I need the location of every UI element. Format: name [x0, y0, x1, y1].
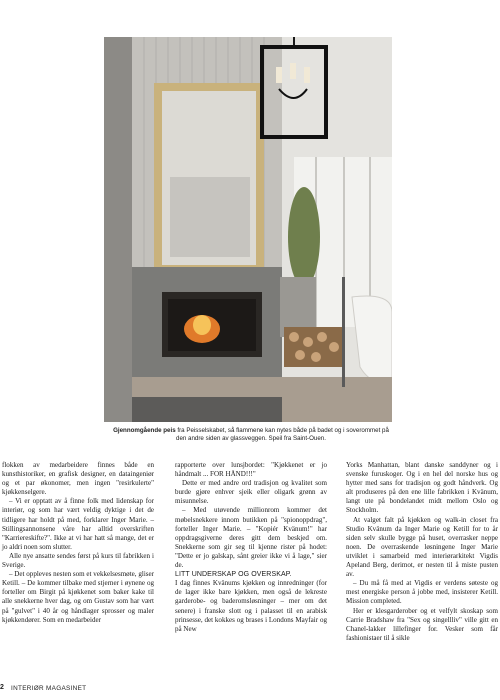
paragraph: – Det oppleves nesten som et vekkelsesmøte, gliser Ketill. – De kommer tilbake med stjerner i øynene og forteller om Birgit på kjøkkenet som baker kake til alle snekkerne hver dag, og om Gustav som har vært på "gulvet" i 40 år og håndlager sprosser og maler kjøkkendører. Som en medarbeider: [2, 570, 154, 624]
caption-bold-lead: Gjennomgående peis: [113, 427, 176, 434]
paragraph: Her er klesgarderober og et velfylt skoskap som Carrie Bradshaw fra "Sex og singellliv" ville gitt en Chanel-lakker lillefinger for. Vesker som får fashionistaer til å sikle: [346, 606, 498, 642]
magazine-name: INTERIØR MAGASINET: [11, 685, 87, 692]
paragraph: rapporterte over lunsjbordet: "Kjøkkenet er jo håndmalt ... FOR HÅND!!!": [175, 461, 327, 479]
paragraph: Dette er med andre ord tradisjon og kvalitet som burde gjøre enhver sjeik eller oligark grønn av misunnelse.: [175, 479, 327, 506]
page-footer: [0, 681, 500, 697]
paragraph: – Vi er opptatt av å finne folk med lidenskap for interiør, og som har vært veldig dyktige i det de tidligere har holdt på med, forklarer Inger Marie. – Stillingsannonsene våre har alltid overskriften "Karriereskifte?". Ikke at vi har hatt så mange, det er jo aldri noen som slutter.: [2, 497, 154, 551]
paragraph: flokken av medarbeidere finnes både en kunsthistoriker, en grafisk designer, en dataingeniør og et par økonomer, men ingen "resirkulerte" kjøkkenselgere.: [2, 461, 154, 497]
paragraph: – Du må få med at Vigdis er verdens søteste og mest energiske person å jobbe med, insisterer Ketill. Mission completed.: [346, 579, 498, 606]
bathroom-fireplace-photo: [104, 37, 392, 422]
page-number: 2: [0, 684, 4, 691]
article-column-1: [2, 461, 154, 625]
article-column-3: [346, 461, 498, 643]
article-column-2: [175, 461, 327, 634]
paragraph: Alle nye ansatte sendes først på kurs til fabrikken i Sverige.: [2, 551, 154, 570]
paragraph: – Med utøvende millionrom kommer det møbelsnekkere innom butikken på "spionoppdrag", forteller Inger Marie. – "Kopiér Kvänum!" har oppdragsgiverne deres gitt dem beskjed om. Snekkerne som gir seg til kjenne rister på hodet: "Dette er jo galskap, sånt greier ikke vi å lage," sier de.: [175, 506, 327, 570]
photo-caption: [112, 427, 390, 443]
section-subheading: LITT UNDERSKAP OG OVERSKAP.: [175, 571, 292, 579]
caption-text: fra Peisselskabet, så flammene kan nytes både på badet og i soverommet på den andre siden av glassveggen. Speil fra Saint-Ouen.: [175, 427, 389, 443]
paragraph: I dag finnes Kvänums kjøkken og innredninger (for de lager ikke bare kjøkken, men også de lekreste garderobe- og baderomsløsninger – mer om det senere) i franske slott og i palasset til en arabisk prinsesse, det kokkes og brases i Londons Mayfair og på New: [175, 579, 327, 633]
photo-illustration: [104, 37, 392, 422]
article-body: [2, 461, 498, 679]
paragraph: Yorks Manhattan, blant danske sanddyner og i svenske furuskoger. Og i en hel del norske hus og hytter med sans for tradisjon og godt håndverk. Og alt produseres på den ene lille fabrikken i Kvänum, langt ute på bondelandet midt mellom Oslo og Stockholm.: [346, 461, 498, 515]
paragraph: At valget falt på kjøkken og walk-in closet fra Studio Kvänum da Inger Marie og Ketill for to år siden selv skulle bygge på huset, overrasker neppe noen. De overraskende løsningene Inger Marie utviklet i samarbeid med interiørarkitekt Vigdis Apeland Berg, derimot, er nesten til å miste pusten av.: [346, 515, 498, 579]
